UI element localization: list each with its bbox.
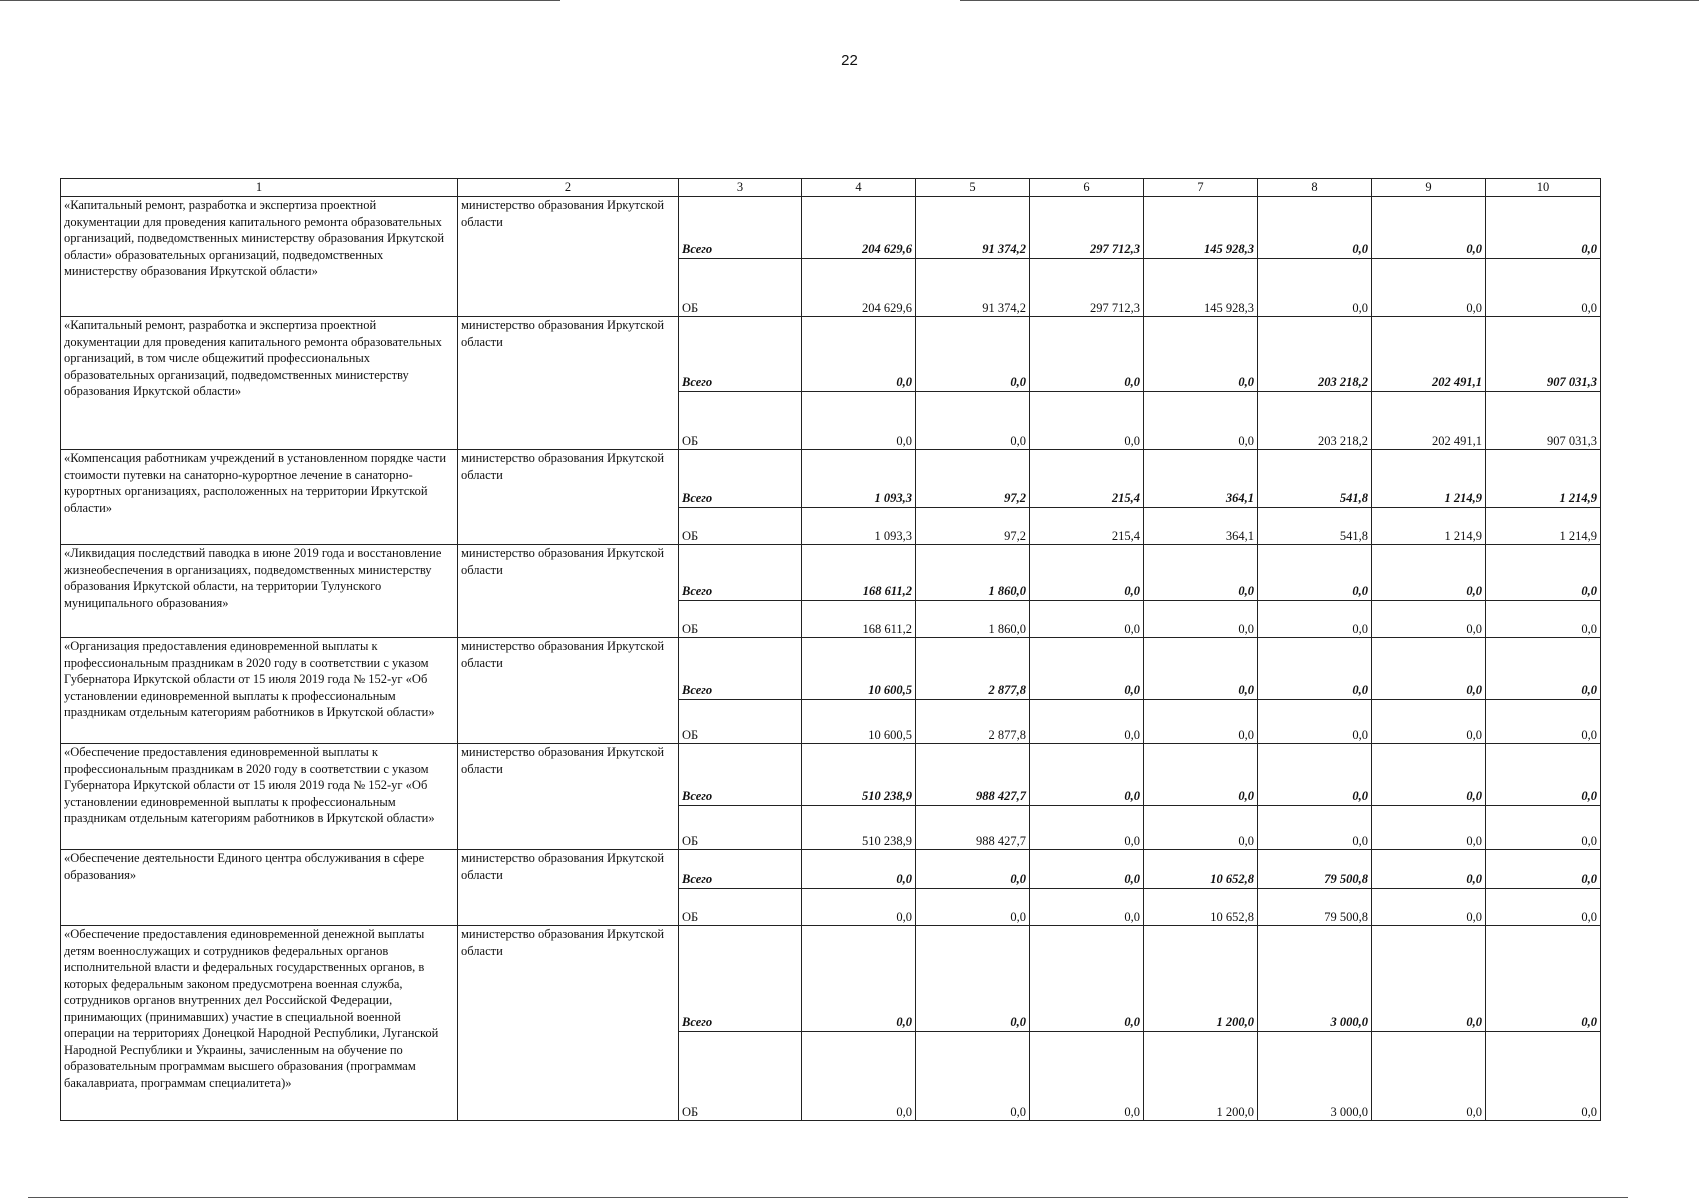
scan-edge-top <box>0 0 560 1</box>
total-value-cell: 0,0 <box>1372 850 1486 889</box>
total-value-cell: 1 200,0 <box>1144 926 1258 1032</box>
ob-value-cell: 541,8 <box>1258 508 1372 545</box>
total-value-cell: 0,0 <box>1030 638 1144 700</box>
ob-value-cell: 1 200,0 <box>1144 1032 1258 1121</box>
total-value-cell: 0,0 <box>1372 197 1486 259</box>
funding-source-total: Всего <box>679 197 802 259</box>
ob-value-cell: 0,0 <box>1144 700 1258 744</box>
total-value-cell: 0,0 <box>1486 926 1601 1032</box>
ob-value-cell: 907 031,3 <box>1486 392 1601 450</box>
table-row-total <box>61 450 1601 508</box>
ob-value-cell: 0,0 <box>1486 806 1601 850</box>
measure-description: «Компенсация работникам учреждений в установленном порядке части стоимости путевки на санаторно-курортное лечение в санаторно-курортных организациях, расположенных на территории Иркутской области» <box>61 450 458 545</box>
ob-value-cell: 1 860,0 <box>916 601 1030 638</box>
total-value-cell: 0,0 <box>1486 638 1601 700</box>
measure-description: «Организация предоставления единовременной выплаты к профессиональным праздникам в 2020 году в соответствии с указом Губернатора Иркутской области от 15 июля 2019 года № 152-уг «Об установлении единовременной выплаты к профессиональным праздникам отдельным категориям работников в Иркутской области» <box>61 638 458 744</box>
ob-value-cell: 0,0 <box>1144 806 1258 850</box>
total-value-cell: 79 500,8 <box>1258 850 1372 889</box>
total-value-cell: 91 374,2 <box>916 197 1030 259</box>
ob-value-cell: 91 374,2 <box>916 259 1030 317</box>
total-value-cell: 297 712,3 <box>1030 197 1144 259</box>
total-value-cell: 0,0 <box>1486 545 1601 601</box>
total-value-cell: 0,0 <box>1030 317 1144 392</box>
total-value-cell: 0,0 <box>1030 926 1144 1032</box>
total-value-cell: 1 093,3 <box>802 450 916 508</box>
column-number-row <box>61 179 1601 197</box>
ob-value-cell: 0,0 <box>1030 1032 1144 1121</box>
total-value-cell: 0,0 <box>1144 638 1258 700</box>
total-value-cell: 0,0 <box>1486 744 1601 806</box>
ob-value-cell: 0,0 <box>1144 392 1258 450</box>
total-value-cell: 3 000,0 <box>1258 926 1372 1032</box>
total-value-cell: 0,0 <box>1144 744 1258 806</box>
ob-value-cell: 0,0 <box>802 1032 916 1121</box>
executor-name: министерство образования Иркутской области <box>458 850 679 926</box>
measure-description: «Обеспечение деятельности Единого центра обслуживания в сфере образования» <box>61 850 458 926</box>
funding-source-ob: ОБ <box>679 1032 802 1121</box>
ob-value-cell: 202 491,1 <box>1372 392 1486 450</box>
funding-source-ob: ОБ <box>679 601 802 638</box>
funding-source-total: Всего <box>679 638 802 700</box>
ob-value-cell: 0,0 <box>1372 259 1486 317</box>
executor-name: министерство образования Иркутской области <box>458 638 679 744</box>
ob-value-cell: 0,0 <box>1144 601 1258 638</box>
funding-source-total: Всего <box>679 450 802 508</box>
column-header: 9 <box>1372 179 1486 197</box>
total-value-cell: 145 928,3 <box>1144 197 1258 259</box>
total-value-cell: 988 427,7 <box>916 744 1030 806</box>
funding-source-total: Всего <box>679 545 802 601</box>
total-value-cell: 204 629,6 <box>802 197 916 259</box>
funding-source-total: Всего <box>679 744 802 806</box>
column-header: 6 <box>1030 179 1144 197</box>
total-value-cell: 168 611,2 <box>802 545 916 601</box>
total-value-cell: 0,0 <box>1144 545 1258 601</box>
total-value-cell: 0,0 <box>1030 850 1144 889</box>
total-value-cell: 2 877,8 <box>916 638 1030 700</box>
ob-value-cell: 0,0 <box>1486 259 1601 317</box>
table-row-total <box>61 850 1601 889</box>
total-value-cell: 0,0 <box>1030 744 1144 806</box>
column-header: 5 <box>916 179 1030 197</box>
ob-value-cell: 0,0 <box>916 392 1030 450</box>
total-value-cell: 215,4 <box>1030 450 1144 508</box>
total-value-cell: 1 860,0 <box>916 545 1030 601</box>
ob-value-cell: 0,0 <box>1258 806 1372 850</box>
total-value-cell: 10 652,8 <box>1144 850 1258 889</box>
funding-source-ob: ОБ <box>679 259 802 317</box>
ob-value-cell: 0,0 <box>1486 601 1601 638</box>
funding-source-total: Всего <box>679 926 802 1032</box>
total-value-cell: 0,0 <box>1372 545 1486 601</box>
column-header: 2 <box>458 179 679 197</box>
ob-value-cell: 0,0 <box>1486 889 1601 926</box>
ob-value-cell: 0,0 <box>802 392 916 450</box>
ob-value-cell: 0,0 <box>1030 392 1144 450</box>
ob-value-cell: 0,0 <box>916 1032 1030 1121</box>
ob-value-cell: 0,0 <box>1258 259 1372 317</box>
ob-value-cell: 0,0 <box>1030 601 1144 638</box>
scan-edge-bottom <box>28 1197 1628 1198</box>
ob-value-cell: 0,0 <box>1372 601 1486 638</box>
total-value-cell: 0,0 <box>802 317 916 392</box>
column-header: 3 <box>679 179 802 197</box>
executor-name: министерство образования Иркутской области <box>458 926 679 1121</box>
total-value-cell: 0,0 <box>1258 744 1372 806</box>
executor-name: министерство образования Иркутской области <box>458 197 679 317</box>
funding-source-ob: ОБ <box>679 508 802 545</box>
ob-value-cell: 10 600,5 <box>802 700 916 744</box>
table-row-total <box>61 317 1601 392</box>
funding-source-ob: ОБ <box>679 700 802 744</box>
total-value-cell: 0,0 <box>1030 545 1144 601</box>
total-value-cell: 0,0 <box>802 926 916 1032</box>
ob-value-cell: 1 214,9 <box>1372 508 1486 545</box>
ob-value-cell: 0,0 <box>802 889 916 926</box>
executor-name: министерство образования Иркутской области <box>458 317 679 450</box>
funding-source-ob: ОБ <box>679 806 802 850</box>
ob-value-cell: 168 611,2 <box>802 601 916 638</box>
table-row-total <box>61 197 1601 259</box>
total-value-cell: 510 238,9 <box>802 744 916 806</box>
table-row-total <box>61 545 1601 601</box>
ob-value-cell: 364,1 <box>1144 508 1258 545</box>
ob-value-cell: 0,0 <box>1258 601 1372 638</box>
total-value-cell: 907 031,3 <box>1486 317 1601 392</box>
measure-description: «Капитальный ремонт, разработка и экспертиза проектной документации для проведения капитального ремонта образовательных организаций, подведомственных министерству образования Иркутской области» образовательных организаций, подведомственных министерству образования Иркутской области» <box>61 197 458 317</box>
total-value-cell: 0,0 <box>916 850 1030 889</box>
total-value-cell: 203 218,2 <box>1258 317 1372 392</box>
ob-value-cell: 0,0 <box>1486 1032 1601 1121</box>
table-row-total <box>61 926 1601 1032</box>
table-row-total <box>61 744 1601 806</box>
executor-name: министерство образования Иркутской области <box>458 744 679 850</box>
ob-value-cell: 203 218,2 <box>1258 392 1372 450</box>
total-value-cell: 1 214,9 <box>1372 450 1486 508</box>
ob-value-cell: 0,0 <box>1258 700 1372 744</box>
executor-name: министерство образования Иркутской области <box>458 545 679 638</box>
total-value-cell: 0,0 <box>1372 926 1486 1032</box>
total-value-cell: 1 214,9 <box>1486 450 1601 508</box>
measure-description: «Обеспечение предоставления единовременной денежной выплаты детям военнослужащих и сотрудников федеральных органов исполнительной власти и федеральных государственных органов, в которых федеральным законом предусмотрена военная служба, сотрудников органов внутренних дел Российской Федерации, принимающих (принимавших) участие в специальной военной операции на территориях Донецкой Народной Республики, Луганской Народной Республики и Украины, зачисленным на обучение по образовательным программам высшего образования (программам бакалавриата, программам специалитета)» <box>61 926 458 1121</box>
ob-value-cell: 1 093,3 <box>802 508 916 545</box>
column-header: 7 <box>1144 179 1258 197</box>
total-value-cell: 0,0 <box>916 926 1030 1032</box>
column-header: 8 <box>1258 179 1372 197</box>
ob-value-cell: 0,0 <box>1030 889 1144 926</box>
page-number: 22 <box>841 52 858 69</box>
column-header: 1 <box>61 179 458 197</box>
total-value-cell: 0,0 <box>1486 850 1601 889</box>
ob-value-cell: 97,2 <box>916 508 1030 545</box>
total-value-cell: 0,0 <box>1372 638 1486 700</box>
executor-name: министерство образования Иркутской области <box>458 450 679 545</box>
ob-value-cell: 0,0 <box>1030 700 1144 744</box>
measure-description: «Капитальный ремонт, разработка и экспертиза проектной документации для проведения капитального ремонта образовательных организаций, в том числе общежитий профессиональных образовательных организаций, подведомственных министерству образования Иркутской области» <box>61 317 458 450</box>
ob-value-cell: 2 877,8 <box>916 700 1030 744</box>
ob-value-cell: 3 000,0 <box>1258 1032 1372 1121</box>
ob-value-cell: 145 928,3 <box>1144 259 1258 317</box>
ob-value-cell: 1 214,9 <box>1486 508 1601 545</box>
column-header: 10 <box>1486 179 1601 197</box>
total-value-cell: 0,0 <box>1258 197 1372 259</box>
total-value-cell: 97,2 <box>916 450 1030 508</box>
ob-value-cell: 0,0 <box>1486 700 1601 744</box>
ob-value-cell: 0,0 <box>1372 889 1486 926</box>
total-value-cell: 0,0 <box>1258 638 1372 700</box>
ob-value-cell: 0,0 <box>916 889 1030 926</box>
budget-table <box>60 178 1601 1121</box>
ob-value-cell: 0,0 <box>1372 700 1486 744</box>
total-value-cell: 364,1 <box>1144 450 1258 508</box>
ob-value-cell: 215,4 <box>1030 508 1144 545</box>
total-value-cell: 0,0 <box>916 317 1030 392</box>
ob-value-cell: 10 652,8 <box>1144 889 1258 926</box>
ob-value-cell: 510 238,9 <box>802 806 916 850</box>
total-value-cell: 10 600,5 <box>802 638 916 700</box>
total-value-cell: 0,0 <box>1144 317 1258 392</box>
total-value-cell: 541,8 <box>1258 450 1372 508</box>
ob-value-cell: 0,0 <box>1372 806 1486 850</box>
ob-value-cell: 204 629,6 <box>802 259 916 317</box>
funding-source-total: Всего <box>679 850 802 889</box>
total-value-cell: 202 491,1 <box>1372 317 1486 392</box>
total-value-cell: 0,0 <box>802 850 916 889</box>
total-value-cell: 0,0 <box>1258 545 1372 601</box>
funding-source-total: Всего <box>679 317 802 392</box>
total-value-cell: 0,0 <box>1372 744 1486 806</box>
ob-value-cell: 79 500,8 <box>1258 889 1372 926</box>
funding-source-ob: ОБ <box>679 392 802 450</box>
ob-value-cell: 297 712,3 <box>1030 259 1144 317</box>
column-header: 4 <box>802 179 916 197</box>
measure-description: «Обеспечение предоставления единовременной выплаты к профессиональным праздникам в 2020 году в соответствии с указом Губернатора Иркутской области от 15 июля 2019 года № 152-уг «Об установлении единовременной выплаты к профессиональным праздникам отдельным категориям работников в Иркутской области» <box>61 744 458 850</box>
ob-value-cell: 0,0 <box>1030 806 1144 850</box>
ob-value-cell: 988 427,7 <box>916 806 1030 850</box>
total-value-cell: 0,0 <box>1486 197 1601 259</box>
measure-description: «Ликвидация последствий паводка в июне 2019 года и восстановление жизнеобеспечения в организациях, подведомственных министерству образования Иркутской области, на территории Тулунского муниципального образования» <box>61 545 458 638</box>
funding-source-ob: ОБ <box>679 889 802 926</box>
table-row-total <box>61 638 1601 700</box>
scan-edge-top-right <box>960 0 1699 1</box>
ob-value-cell: 0,0 <box>1372 1032 1486 1121</box>
